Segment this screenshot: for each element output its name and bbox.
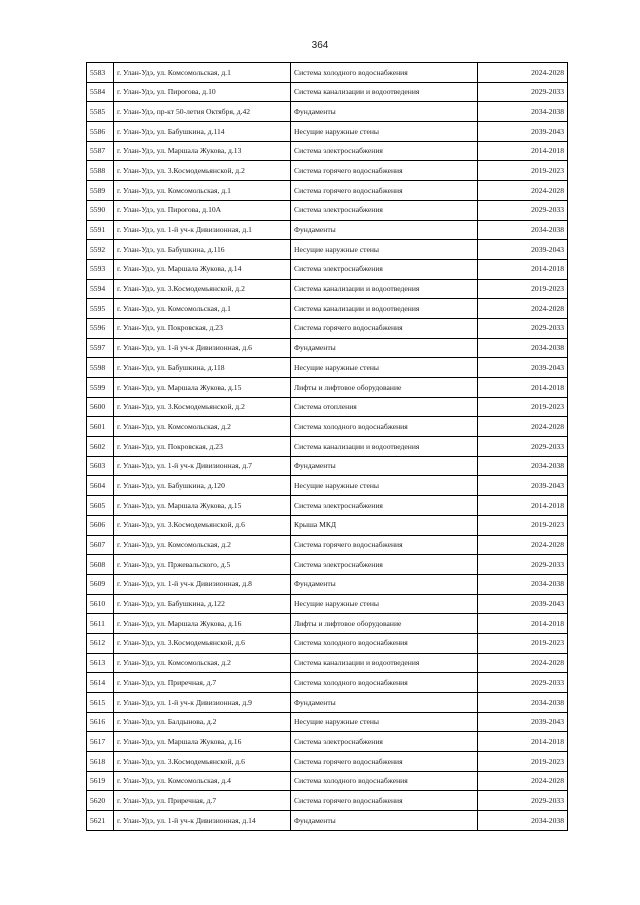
system-cell: Несущие наружные стены bbox=[291, 712, 478, 732]
row-number: 5613 bbox=[87, 653, 114, 673]
period-cell: 2034-2038 bbox=[478, 220, 568, 240]
address-cell: г. Улан-Удэ, ул. 3.Космодемьянской, д.6 bbox=[114, 752, 291, 772]
table-row bbox=[87, 535, 568, 555]
row-number: 5588 bbox=[87, 161, 114, 181]
table-row bbox=[87, 771, 568, 791]
period-cell: 2024-2028 bbox=[478, 299, 568, 319]
table-row bbox=[87, 476, 568, 496]
period-cell: 2014-2018 bbox=[478, 259, 568, 279]
table-row bbox=[87, 102, 568, 122]
address-cell: г. Улан-Удэ, ул. Маршала Жукова, д.14 bbox=[114, 259, 291, 279]
system-cell: Система канализации и водоотведения bbox=[291, 437, 478, 457]
system-cell: Несущие наружные стены bbox=[291, 122, 478, 142]
table-row bbox=[87, 633, 568, 653]
table-row bbox=[87, 122, 568, 142]
row-number: 5618 bbox=[87, 752, 114, 772]
period-cell: 2024-2028 bbox=[478, 181, 568, 201]
table-row bbox=[87, 279, 568, 299]
period-cell: 2039-2043 bbox=[478, 476, 568, 496]
address-cell: г. Улан-Удэ, ул. Пржевальского, д.5 bbox=[114, 555, 291, 575]
period-cell: 2029-2033 bbox=[478, 318, 568, 338]
period-cell: 2034-2038 bbox=[478, 456, 568, 476]
row-number: 5604 bbox=[87, 476, 114, 496]
table-row bbox=[87, 732, 568, 752]
row-number: 5584 bbox=[87, 82, 114, 102]
table-body bbox=[87, 63, 568, 831]
address-cell: г. Улан-Удэ, ул. Маршала Жукова, д.13 bbox=[114, 141, 291, 161]
row-number: 5594 bbox=[87, 279, 114, 299]
table-row bbox=[87, 220, 568, 240]
table-row bbox=[87, 318, 568, 338]
system-cell: Фундаменты bbox=[291, 811, 478, 831]
system-cell: Несущие наружные стены bbox=[291, 358, 478, 378]
address-cell: г. Улан-Удэ, ул. 1-й уч-к Дивизионная, д.6 bbox=[114, 338, 291, 358]
system-cell: Система электроснабжения bbox=[291, 200, 478, 220]
system-cell: Система горячего водоснабжения bbox=[291, 161, 478, 181]
table-row bbox=[87, 693, 568, 713]
repair-schedule-table bbox=[86, 62, 568, 831]
row-number: 5583 bbox=[87, 63, 114, 83]
table-row bbox=[87, 496, 568, 516]
table-row bbox=[87, 574, 568, 594]
address-cell: г. Улан-Удэ, ул. 1-й уч-к Дивизионная, д.14 bbox=[114, 811, 291, 831]
address-cell: г. Улан-Удэ, ул. Комсомольская, д.1 bbox=[114, 181, 291, 201]
address-cell: г. Улан-Удэ, ул. Бабушкина, д.114 bbox=[114, 122, 291, 142]
address-cell: г. Улан-Удэ, ул. Покровская, д.23 bbox=[114, 318, 291, 338]
row-number: 5600 bbox=[87, 397, 114, 417]
table-row bbox=[87, 673, 568, 693]
system-cell: Система канализации и водоотведения bbox=[291, 653, 478, 673]
address-cell: г. Улан-Удэ, ул. 1-й уч-к Дивизионная, д.1 bbox=[114, 220, 291, 240]
system-cell: Фундаменты bbox=[291, 693, 478, 713]
row-number: 5616 bbox=[87, 712, 114, 732]
table-row bbox=[87, 181, 568, 201]
system-cell: Система канализации и водоотведения bbox=[291, 279, 478, 299]
address-cell: г. Улан-Удэ, ул. Комсомольская, д.1 bbox=[114, 299, 291, 319]
address-cell: г. Улан-Удэ, ул. Бабушкина, д.118 bbox=[114, 358, 291, 378]
row-number: 5606 bbox=[87, 515, 114, 535]
table-row bbox=[87, 752, 568, 772]
address-cell: г. Улан-Удэ, ул. Бабушкина, д.120 bbox=[114, 476, 291, 496]
address-cell: г. Улан-Удэ, ул. Комсомольская, д.4 bbox=[114, 771, 291, 791]
table-row bbox=[87, 378, 568, 398]
table-row bbox=[87, 161, 568, 181]
row-number: 5602 bbox=[87, 437, 114, 457]
period-cell: 2024-2028 bbox=[478, 771, 568, 791]
period-cell: 2019-2023 bbox=[478, 633, 568, 653]
row-number: 5614 bbox=[87, 673, 114, 693]
row-number: 5599 bbox=[87, 378, 114, 398]
address-cell: г. Улан-Удэ, ул. Приречная, д.7 bbox=[114, 791, 291, 811]
table-row bbox=[87, 259, 568, 279]
address-cell: г. Улан-Удэ, ул. 3.Космодемьянской, д.2 bbox=[114, 397, 291, 417]
period-cell: 2029-2033 bbox=[478, 791, 568, 811]
period-cell: 2039-2043 bbox=[478, 122, 568, 142]
period-cell: 2039-2043 bbox=[478, 594, 568, 614]
system-cell: Система холодного водоснабжения bbox=[291, 771, 478, 791]
period-cell: 2014-2018 bbox=[478, 732, 568, 752]
system-cell: Система канализации и водоотведения bbox=[291, 299, 478, 319]
system-cell: Фундаменты bbox=[291, 220, 478, 240]
row-number: 5601 bbox=[87, 417, 114, 437]
period-cell: 2039-2043 bbox=[478, 358, 568, 378]
row-number: 5605 bbox=[87, 496, 114, 516]
system-cell: Система холодного водоснабжения bbox=[291, 63, 478, 83]
row-number: 5617 bbox=[87, 732, 114, 752]
address-cell: г. Улан-Удэ, ул. 1-й уч-к Дивизионная, д.9 bbox=[114, 693, 291, 713]
table-row bbox=[87, 791, 568, 811]
row-number: 5589 bbox=[87, 181, 114, 201]
row-number: 5610 bbox=[87, 594, 114, 614]
table-row bbox=[87, 338, 568, 358]
row-number: 5590 bbox=[87, 200, 114, 220]
row-number: 5619 bbox=[87, 771, 114, 791]
page-number: 364 bbox=[311, 40, 329, 51]
table-row bbox=[87, 63, 568, 83]
period-cell: 2024-2028 bbox=[478, 535, 568, 555]
address-cell: г. Улан-Удэ, ул. Маршала Жукова, д.16 bbox=[114, 614, 291, 634]
period-cell: 2034-2038 bbox=[478, 693, 568, 713]
address-cell: г. Улан-Удэ, ул. Маршала Жукова, д.15 bbox=[114, 378, 291, 398]
row-number: 5612 bbox=[87, 633, 114, 653]
system-cell: Фундаменты bbox=[291, 102, 478, 122]
row-number: 5611 bbox=[87, 614, 114, 634]
row-number: 5603 bbox=[87, 456, 114, 476]
address-cell: г. Улан-Удэ, ул. 1-й уч-к Дивизионная, д.8 bbox=[114, 574, 291, 594]
table-row bbox=[87, 82, 568, 102]
table-row bbox=[87, 437, 568, 457]
period-cell: 2014-2018 bbox=[478, 378, 568, 398]
address-cell: г. Улан-Удэ, ул. 3.Космодемьянской, д.2 bbox=[114, 279, 291, 299]
row-number: 5586 bbox=[87, 122, 114, 142]
address-cell: г. Улан-Удэ, ул. Бабушкина, д.116 bbox=[114, 240, 291, 260]
period-cell: 2014-2018 bbox=[478, 496, 568, 516]
row-number: 5608 bbox=[87, 555, 114, 575]
table-row bbox=[87, 594, 568, 614]
period-cell: 2024-2028 bbox=[478, 653, 568, 673]
address-cell: г. Улан-Удэ, пр-кт 50-летия Октября, д.42 bbox=[114, 102, 291, 122]
period-cell: 2034-2038 bbox=[478, 574, 568, 594]
table-row bbox=[87, 456, 568, 476]
system-cell: Система горячего водоснабжения bbox=[291, 752, 478, 772]
address-cell: г. Улан-Удэ, ул. 1-й уч-к Дивизионная, д.7 bbox=[114, 456, 291, 476]
address-cell: г. Улан-Удэ, ул. 3.Космодемьянской, д.6 bbox=[114, 515, 291, 535]
period-cell: 2034-2038 bbox=[478, 338, 568, 358]
address-cell: г. Улан-Удэ, ул. Пирогова, д.10А bbox=[114, 200, 291, 220]
system-cell: Система холодного водоснабжения bbox=[291, 673, 478, 693]
period-cell: 2014-2018 bbox=[478, 141, 568, 161]
table-row bbox=[87, 653, 568, 673]
system-cell: Система электроснабжения bbox=[291, 496, 478, 516]
address-cell: г. Улан-Удэ, ул. Комсомольская, д.2 bbox=[114, 417, 291, 437]
period-cell: 2019-2023 bbox=[478, 161, 568, 181]
table-row bbox=[87, 614, 568, 634]
table-row bbox=[87, 200, 568, 220]
address-cell: г. Улан-Удэ, ул. Комсомольская, д.2 bbox=[114, 653, 291, 673]
row-number: 5591 bbox=[87, 220, 114, 240]
period-cell: 2039-2043 bbox=[478, 712, 568, 732]
address-cell: г. Улан-Удэ, ул. Приречная, д.7 bbox=[114, 673, 291, 693]
table-row bbox=[87, 712, 568, 732]
table-row bbox=[87, 515, 568, 535]
system-cell: Система электроснабжения bbox=[291, 259, 478, 279]
system-cell: Система холодного водоснабжения bbox=[291, 633, 478, 653]
system-cell: Система горячего водоснабжения bbox=[291, 535, 478, 555]
table-row bbox=[87, 555, 568, 575]
system-cell: Несущие наружные стены bbox=[291, 240, 478, 260]
period-cell: 2034-2038 bbox=[478, 102, 568, 122]
table-row bbox=[87, 299, 568, 319]
row-number: 5585 bbox=[87, 102, 114, 122]
period-cell: 2024-2028 bbox=[478, 417, 568, 437]
address-cell: г. Улан-Удэ, ул. Маршала Жукова, д.15 bbox=[114, 496, 291, 516]
period-cell: 2029-2033 bbox=[478, 82, 568, 102]
row-number: 5621 bbox=[87, 811, 114, 831]
system-cell: Система канализации и водоотведения bbox=[291, 82, 478, 102]
address-cell: г. Улан-Удэ, ул. 3.Космодемьянской, д.2 bbox=[114, 161, 291, 181]
row-number: 5596 bbox=[87, 318, 114, 338]
system-cell: Фундаменты bbox=[291, 338, 478, 358]
system-cell: Система электроснабжения bbox=[291, 141, 478, 161]
period-cell: 2019-2023 bbox=[478, 397, 568, 417]
period-cell: 2029-2033 bbox=[478, 555, 568, 575]
row-number: 5587 bbox=[87, 141, 114, 161]
table-row bbox=[87, 397, 568, 417]
system-cell: Фундаменты bbox=[291, 574, 478, 594]
row-number: 5609 bbox=[87, 574, 114, 594]
address-cell: г. Улан-Удэ, ул. Комсомольская, д.2 bbox=[114, 535, 291, 555]
system-cell: Несущие наружные стены bbox=[291, 594, 478, 614]
system-cell: Система горячего водоснабжения bbox=[291, 181, 478, 201]
system-cell: Лифты и лифтовое оборудование bbox=[291, 378, 478, 398]
system-cell: Крыша МКД bbox=[291, 515, 478, 535]
address-cell: г. Улан-Удэ, ул. Маршала Жукова, д.16 bbox=[114, 732, 291, 752]
system-cell: Система электроснабжения bbox=[291, 732, 478, 752]
row-number: 5593 bbox=[87, 259, 114, 279]
system-cell: Система горячего водоснабжения bbox=[291, 791, 478, 811]
row-number: 5615 bbox=[87, 693, 114, 713]
row-number: 5595 bbox=[87, 299, 114, 319]
table-row bbox=[87, 358, 568, 378]
address-cell: г. Улан-Удэ, ул. Покровская, д.23 bbox=[114, 437, 291, 457]
table-row bbox=[87, 417, 568, 437]
system-cell: Система электроснабжения bbox=[291, 555, 478, 575]
period-cell: 2024-2028 bbox=[478, 63, 568, 83]
row-number: 5620 bbox=[87, 791, 114, 811]
system-cell: Лифты и лифтовое оборудование bbox=[291, 614, 478, 634]
address-cell: г. Улан-Удэ, ул. 3.Космодемьянской, д.6 bbox=[114, 633, 291, 653]
address-cell: г. Улан-Удэ, ул. Комсомольская, д.1 bbox=[114, 63, 291, 83]
period-cell: 2014-2018 bbox=[478, 614, 568, 634]
row-number: 5592 bbox=[87, 240, 114, 260]
table-row bbox=[87, 141, 568, 161]
system-cell: Система холодного водоснабжения bbox=[291, 417, 478, 437]
period-cell: 2029-2033 bbox=[478, 200, 568, 220]
row-number: 5597 bbox=[87, 338, 114, 358]
system-cell: Система горячего водоснабжения bbox=[291, 318, 478, 338]
period-cell: 2019-2023 bbox=[478, 279, 568, 299]
table-row bbox=[87, 240, 568, 260]
row-number: 5598 bbox=[87, 358, 114, 378]
period-cell: 2034-2038 bbox=[478, 811, 568, 831]
row-number: 5607 bbox=[87, 535, 114, 555]
period-cell: 2019-2023 bbox=[478, 515, 568, 535]
system-cell: Система отопления bbox=[291, 397, 478, 417]
period-cell: 2019-2023 bbox=[478, 752, 568, 772]
table-row bbox=[87, 811, 568, 831]
system-cell: Несущие наружные стены bbox=[291, 476, 478, 496]
period-cell: 2029-2033 bbox=[478, 673, 568, 693]
period-cell: 2029-2033 bbox=[478, 437, 568, 457]
address-cell: г. Улан-Удэ, ул. Балдынова, д.2 bbox=[114, 712, 291, 732]
system-cell: Фундаменты bbox=[291, 456, 478, 476]
address-cell: г. Улан-Удэ, ул. Бабушкина, д.122 bbox=[114, 594, 291, 614]
address-cell: г. Улан-Удэ, ул. Пирогова, д.10 bbox=[114, 82, 291, 102]
period-cell: 2039-2043 bbox=[478, 240, 568, 260]
